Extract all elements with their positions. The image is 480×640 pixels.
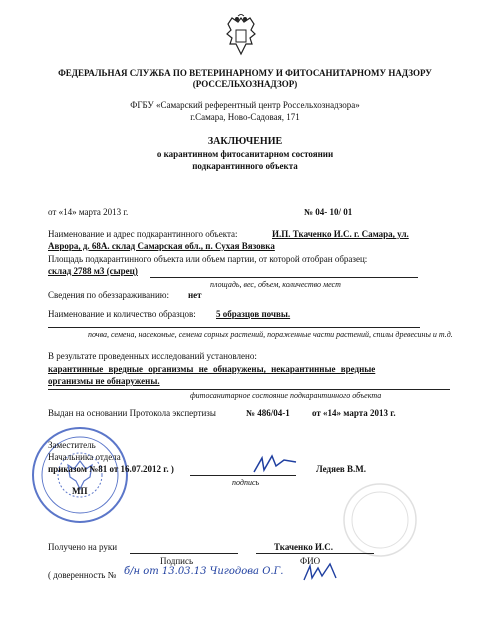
samples-value: 5 образцов почвы. — [216, 309, 291, 319]
receipt-scribble-icon — [300, 562, 340, 584]
area-label: Площадь подкарантинного объекта или объем партии, от которой отобран образец: — [48, 254, 368, 264]
doc-subtitle-2: подкарантинного объекта — [192, 161, 298, 171]
deputy-line-3: приказом №81 от 16.07.2012 г. ) — [48, 464, 174, 474]
agency-name: ФЕДЕРАЛЬНАЯ СЛУЖБА ПО ВЕТЕРИНАРНОМУ И ФИТОСАНИТАРНОМУ НАДЗОРУ — [58, 68, 432, 78]
agency-short: (РОССЕЛЬХОЗНАДЗОР) — [192, 79, 298, 89]
faint-stamp-icon — [340, 480, 420, 560]
object-name-value-1: И.П. Ткаченко И.С. г. Самара, ул. — [272, 229, 409, 239]
area-hint: площадь, вес, объем, количество мест — [210, 280, 341, 289]
decont-value: нет — [188, 290, 202, 300]
received-label: Получено на руки — [48, 542, 118, 552]
area-value: склад 2788 м3 (сырец) — [48, 266, 138, 276]
basis-value: № 486/04-1 — [246, 408, 290, 418]
center-name: ФГБУ «Самарский референтный центр Россельхознадзора» — [130, 100, 360, 110]
result-label: В результате проведенных исследований установлено: — [48, 351, 257, 361]
object-name-value-2: Аврора, д. 68А. склад Самарская обл., п. Сухая Вязовка — [48, 241, 275, 251]
doc-number: № 04- 10/ 01 — [304, 207, 353, 217]
doc-title: ЗАКЛЮЧЕНИЕ — [207, 136, 283, 147]
decont-label: Сведения по обеззараживанию: — [48, 290, 170, 300]
receipt-fio-label: ФИО — [300, 556, 321, 566]
deputy-line-2: Начальника отдела — [48, 452, 121, 462]
deputy-line-1: Заместитель — [48, 440, 96, 450]
emblem-icon — [224, 14, 258, 58]
signature-scribble-icon — [250, 452, 300, 476]
result-value-2: организмы не обнаружены. — [48, 376, 160, 386]
receipt-sign-label: Подпись — [160, 556, 194, 566]
doc-date: от «14» марта 2013 г. — [48, 207, 129, 217]
result-hint: фитосанитарное состояние подкарантинного объекта — [190, 391, 382, 400]
samples-label: Наименование и количество образцов: — [48, 309, 196, 319]
power-of-attorney-label: ( доверенность № — [48, 570, 117, 580]
received-name: Ткаченко И.С. — [274, 542, 334, 552]
basis-date: от «14» марта 2013 г. — [312, 408, 396, 418]
object-name-label: Наименование и адрес подкарантинного объекта: — [48, 229, 238, 239]
samples-hint: почва, семена, насекомые, семена сорных растений, пораженные части растений, спилы древесины и т.д. — [88, 330, 453, 339]
basis-label: Выдан на основании Протокола экспертизы — [48, 408, 216, 418]
doc-subtitle-1: о карантинном фитосанитарном состоянии — [156, 149, 334, 159]
center-address: г.Самара, Ново-Садовая, 171 — [190, 112, 300, 122]
signer-name: Ледяев В.М. — [316, 464, 367, 474]
power-handwritten: б/н от 13.03.13 Чигодова О.Г. — [124, 566, 284, 577]
signer-sign-label: подпись — [232, 478, 260, 487]
result-value-1: карантинные вредные организмы не обнаружены, некарантинные вредные — [48, 364, 376, 374]
mp-mark: МП — [72, 486, 88, 496]
